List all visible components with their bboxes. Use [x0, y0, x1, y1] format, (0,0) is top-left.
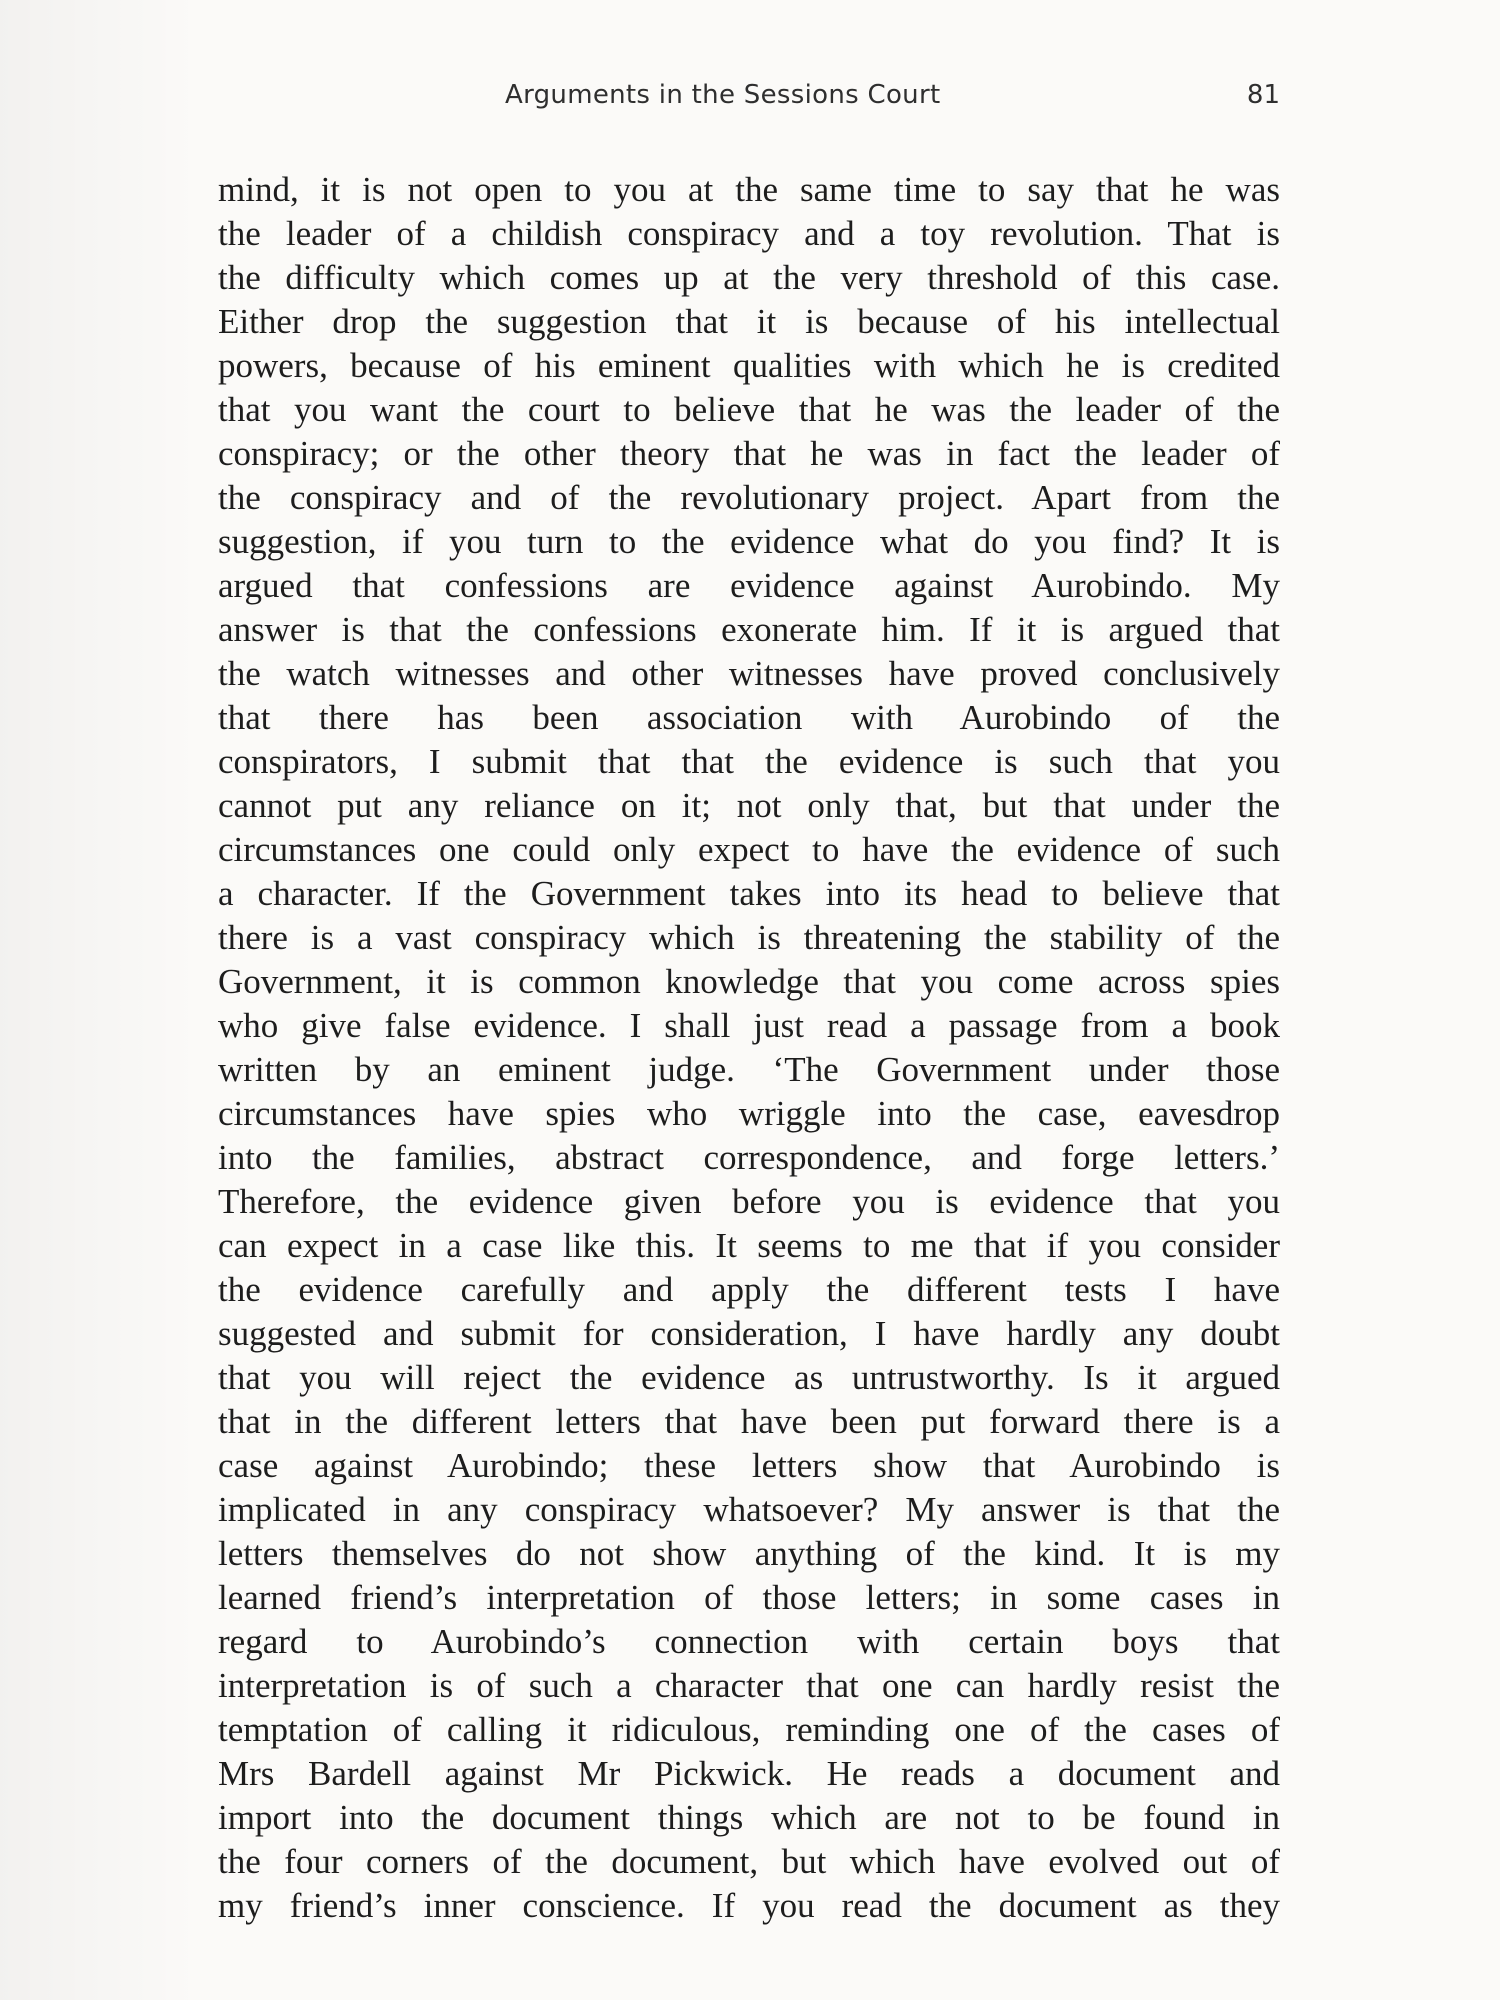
page-gutter-shadow — [0, 0, 200, 2000]
text-line: the difficulty which comes up at the very threshold of this case. — [218, 258, 1280, 297]
text-line: import into the document things which are not to be found in — [218, 1798, 1280, 1837]
text-line: written by an eminent judge. ‘The Government under those — [218, 1050, 1280, 1089]
text-line: that there has been association with Aurobindo of the — [218, 698, 1280, 737]
text-line: the watch witnesses and other witnesses have proved conclusively — [218, 654, 1280, 693]
text-line: interpretation is of such a character that one can hardly resist the — [218, 1666, 1280, 1705]
text-line: suggestion, if you turn to the evidence what do you find? It is — [218, 522, 1280, 561]
text-line: case against Aurobindo; these letters show that Aurobindo is — [218, 1446, 1280, 1485]
text-line: implicated in any conspiracy whatsoever? My answer is that the — [218, 1490, 1280, 1529]
text-line: there is a vast conspiracy which is threatening the stability of the — [218, 918, 1280, 957]
text-line: answer is that the confessions exonerate him. If it is argued that — [218, 610, 1280, 649]
text-line: the evidence carefully and apply the different tests I have — [218, 1270, 1280, 1309]
page-number: 81 — [1246, 80, 1280, 110]
text-line: can expect in a case like this. It seems to me that if you consider — [218, 1226, 1280, 1265]
text-line: conspirators, I submit that that the evidence is such that you — [218, 742, 1280, 781]
text-line: cannot put any reliance on it; not only that, but that under the — [218, 786, 1280, 825]
text-line: learned friend’s interpretation of those letters; in some cases in — [218, 1578, 1280, 1617]
text-line: circumstances have spies who wriggle into the case, eavesdrop — [218, 1094, 1280, 1133]
text-line: letters themselves do not show anything of the kind. It is my — [218, 1534, 1280, 1573]
text-line: Either drop the suggestion that it is because of his intellectual — [218, 302, 1280, 341]
text-line: powers, because of his eminent qualities with which he is credited — [218, 346, 1280, 385]
text-line: that you want the court to believe that he was the leader of the — [218, 390, 1280, 429]
text-line: argued that confessions are evidence against Aurobindo. My — [218, 566, 1280, 605]
text-line: circumstances one could only expect to have the evidence of such — [218, 830, 1280, 869]
text-line: the leader of a childish conspiracy and a toy revolution. That is — [218, 214, 1280, 253]
text-line: the conspiracy and of the revolutionary project. Apart from the — [218, 478, 1280, 517]
running-head-title: Arguments in the Sessions Court — [505, 80, 941, 110]
text-line: the four corners of the document, but which have evolved out of — [218, 1842, 1280, 1881]
text-line: who give false evidence. I shall just read a passage from a book — [218, 1006, 1280, 1045]
text-line: Therefore, the evidence given before you is evidence that you — [218, 1182, 1280, 1221]
text-line: Government, it is common knowledge that you come across spies — [218, 962, 1280, 1001]
body-paragraph — [218, 168, 1280, 1928]
text-line: suggested and submit for consideration, I have hardly any doubt — [218, 1314, 1280, 1353]
text-line: a character. If the Government takes into its head to believe that — [218, 874, 1280, 913]
text-line: regard to Aurobindo’s connection with certain boys that — [218, 1622, 1280, 1661]
text-line: that you will reject the evidence as untrustworthy. Is it argued — [218, 1358, 1280, 1397]
text-line: Mrs Bardell against Mr Pickwick. He reads a document and — [218, 1754, 1280, 1793]
text-line: temptation of calling it ridiculous, reminding one of the cases of — [218, 1710, 1280, 1749]
text-line: that in the different letters that have been put forward there is a — [218, 1402, 1280, 1441]
text-line: my friend’s inner conscience. If you read the document as they — [218, 1886, 1280, 1925]
text-line: mind, it is not open to you at the same time to say that he was — [218, 170, 1280, 209]
text-line: into the families, abstract correspondence, and forge letters.’ — [218, 1138, 1280, 1177]
text-line: conspiracy; or the other theory that he was in fact the leader of — [218, 434, 1280, 473]
